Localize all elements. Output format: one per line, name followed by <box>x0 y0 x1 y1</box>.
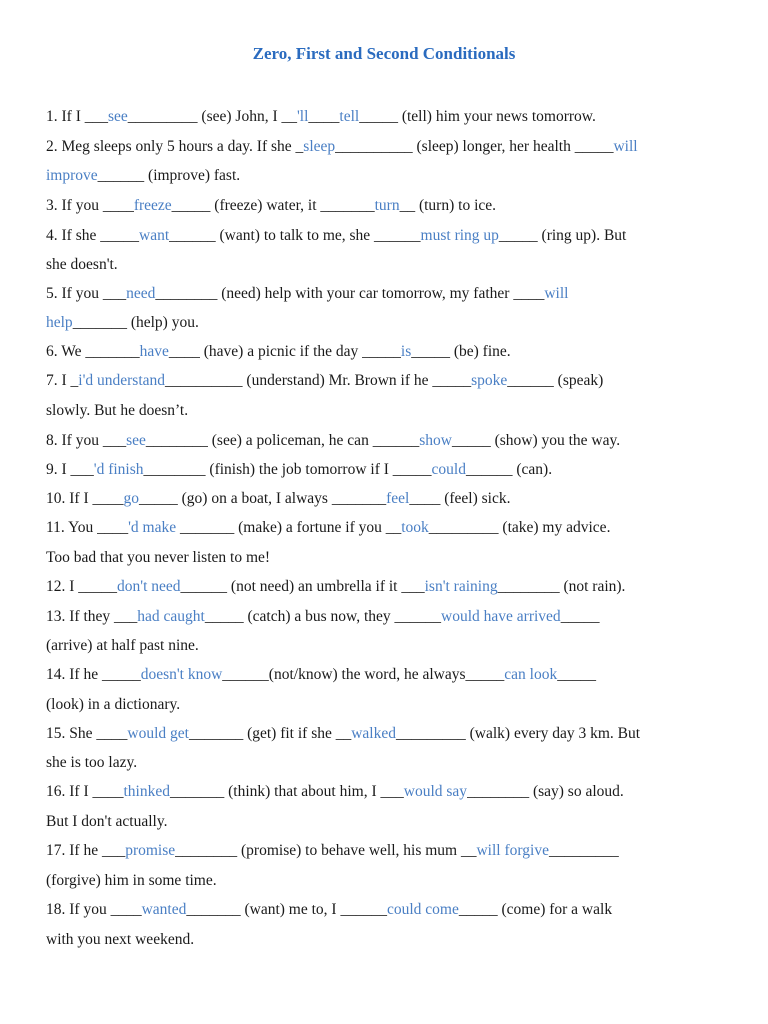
exercise-line <box>46 284 568 304</box>
sentence-text: _____ (be) fine. <box>411 343 511 360</box>
sentence-text: 17. If he ___ <box>46 842 126 859</box>
sentence-text: 16. If I ____ <box>46 783 124 800</box>
sentence-text: ________ (finish) the job tomorrow if I _____ <box>143 461 432 478</box>
sentence-text: _________ (take) my advice. <box>428 519 611 536</box>
sentence-text: _______ (want) me to, I ______ <box>186 901 387 918</box>
answer-text: have <box>139 343 169 360</box>
exercise-line <box>46 489 510 509</box>
answer-text: tell <box>339 108 360 125</box>
sentence-text: _____ <box>560 608 600 625</box>
answer-text: is <box>400 343 412 360</box>
page-title: Zero, First and Second Conditionals <box>252 44 516 63</box>
sentence-text: 1. If I ___ <box>46 108 108 125</box>
answer-text: need <box>126 285 156 302</box>
sentence-text: _____ (ring up). But <box>498 227 627 244</box>
sentence-text: (look) in a dictionary. <box>46 696 181 713</box>
sentence-text: ________ (promise) to behave well, his mum __ <box>175 842 477 859</box>
sentence-text: ____ <box>308 108 340 125</box>
exercise-line <box>46 401 188 421</box>
sentence-text: 5. If you ___ <box>46 285 127 302</box>
answer-text: 'd finish <box>93 461 144 478</box>
sentence-text: _________ <box>548 842 619 859</box>
sentence-text: __ (turn) to ice. <box>399 197 497 214</box>
exercise-line <box>46 782 624 802</box>
answer-text: see <box>108 108 128 125</box>
exercise-line <box>46 577 625 597</box>
sentence-text: ________ (need) help with your car tomorrow, my father ____ <box>155 285 545 302</box>
sentence-text: ________ (say) so aloud. <box>467 783 624 800</box>
sentence-text: ______ (improve) fast. <box>97 167 241 184</box>
sentence-text: __________ (sleep) longer, her health _____ <box>335 138 614 155</box>
sentence-text: 7. I _ <box>46 372 79 389</box>
answer-text: had caught <box>137 608 205 625</box>
answer-text: see <box>126 432 146 449</box>
sentence-text: ______ (speak) <box>507 372 604 389</box>
exercise-line <box>46 226 626 246</box>
answer-text: sleep <box>303 138 336 155</box>
answer-text: could <box>431 461 466 478</box>
sentence-text: with you next weekend. <box>46 931 195 948</box>
sentence-text: _____ (show) you the way. <box>451 432 621 449</box>
answer-text: doesn't know <box>140 666 223 683</box>
exercise-line <box>46 900 612 920</box>
sentence-text: 9. I ___ <box>46 461 94 478</box>
sentence-text: she is too lazy. <box>46 754 138 771</box>
exercise-line <box>46 607 599 627</box>
answer-text: spoke <box>471 372 508 389</box>
exercise-line <box>46 166 240 186</box>
sentence-text: ______ (can). <box>465 461 553 478</box>
sentence-text: ________ (not rain). <box>497 578 626 595</box>
answer-text: took <box>401 519 429 536</box>
sentence-text: Too bad that you never listen to me! <box>46 549 271 566</box>
sentence-text: (arrive) at half past nine. <box>46 637 199 654</box>
answer-text: turn <box>374 197 400 214</box>
answer-text: don't need <box>117 578 181 595</box>
exercise-line <box>46 137 638 157</box>
sentence-text: _____ (freeze) water, it _______ <box>171 197 375 214</box>
sentence-text: 4. If she _____ <box>46 227 139 244</box>
exercise-line <box>46 196 496 216</box>
sentence-text: 13. If they ___ <box>46 608 138 625</box>
exercise-line <box>46 871 217 891</box>
sentence-text: _____ <box>557 666 596 683</box>
answer-text: freeze <box>133 197 172 214</box>
answer-text: would say <box>403 783 468 800</box>
sentence-text: 18. If you ____ <box>46 901 142 918</box>
sentence-text: But I don't actually. <box>46 813 168 830</box>
exercise-line <box>46 371 603 391</box>
exercise-line <box>46 255 118 275</box>
sentence-text: _______ (help) you. <box>72 314 199 331</box>
answer-text: will <box>544 285 569 302</box>
answer-text: wanted <box>141 901 187 918</box>
exercise-line <box>46 313 199 333</box>
sentence-text: 14. If he _____ <box>46 666 141 683</box>
sentence-text: ________ (see) a policeman, he can ______ <box>145 432 420 449</box>
sentence-text: _____ (come) for a walk <box>458 901 613 918</box>
answer-text: could come <box>386 901 459 918</box>
sentence-text: ____ (feel) sick. <box>409 490 511 507</box>
sentence-text: _______ (get) fit if she __ <box>188 725 352 742</box>
sentence-text: _______ (make) a fortune if you __ <box>176 519 402 536</box>
sentence-text: ______(not/know) the word, he always_____ <box>222 666 505 683</box>
answer-text: will forgive <box>476 842 549 859</box>
sentence-text: 8. If you ___ <box>46 432 127 449</box>
sentence-text: 11. You ____ <box>46 519 129 536</box>
sentence-text: 12. I _____ <box>46 578 118 595</box>
sentence-text: ______ (not need) an umbrella if it ___ <box>180 578 425 595</box>
answer-text: i'd understand <box>78 372 166 389</box>
sentence-text: 15. She ____ <box>46 725 128 742</box>
answer-text: promise <box>125 842 176 859</box>
sentence-text: __________ (understand) Mr. Brown if he _____ <box>165 372 472 389</box>
sentence-text: she doesn't. <box>46 256 118 273</box>
answer-text: 'd make <box>128 519 177 536</box>
exercise-line <box>46 518 610 538</box>
exercise-line <box>46 665 596 685</box>
answer-text: walked <box>351 725 396 742</box>
exercise-line <box>46 724 640 744</box>
answer-text: can look <box>504 666 558 683</box>
answer-text: isn't raining <box>424 578 498 595</box>
answer-text: 'll <box>296 108 309 125</box>
sentence-text: 6. We _______ <box>46 343 140 360</box>
sentence-text: _____ (tell) him your news tomorrow. <box>359 108 596 125</box>
sentence-text: _____ (go) on a boat, I always _______ <box>139 490 387 507</box>
exercise-line <box>46 431 620 451</box>
answer-text: must ring up <box>420 227 499 244</box>
sentence-text: 10. If I ____ <box>46 490 124 507</box>
answer-text: thinked <box>123 783 170 800</box>
answer-text: would have arrived <box>441 608 561 625</box>
sentence-text: _________ (walk) every day 3 km. But <box>396 725 641 742</box>
sentence-text: _________ (see) John, I __ <box>127 108 297 125</box>
exercise-line <box>46 636 199 656</box>
sentence-text: 3. If you ____ <box>46 197 134 214</box>
exercise-line <box>46 548 270 568</box>
exercise-line <box>46 812 167 832</box>
sentence-text: _____ (catch) a bus now, they ______ <box>204 608 442 625</box>
answer-text: go <box>123 490 139 507</box>
answer-text: would get <box>127 725 189 742</box>
exercise-line <box>46 841 619 861</box>
exercise-line <box>46 342 511 362</box>
sentence-text: slowly. But he doesn’t. <box>46 402 189 419</box>
answer-text: help <box>46 314 73 331</box>
answer-text: show <box>419 432 452 449</box>
answer-text: want <box>139 227 170 244</box>
answer-text: will <box>613 138 638 155</box>
answer-text: improve <box>46 167 98 184</box>
answer-text: feel <box>386 490 410 507</box>
sentence-text: ____ (have) a picnic if the day _____ <box>168 343 401 360</box>
sentence-text: (forgive) him in some time. <box>46 872 217 889</box>
exercise-line <box>46 695 180 715</box>
exercise-line <box>46 107 596 127</box>
sentence-text: 2. Meg sleeps only 5 hours a day. If she _ <box>46 138 304 155</box>
exercise-line <box>46 930 194 950</box>
sentence-text: ______ (want) to talk to me, she ______ <box>169 227 421 244</box>
sentence-text: _______ (think) that about him, I ___ <box>170 783 404 800</box>
exercise-line <box>46 460 552 480</box>
exercise-line <box>46 753 137 773</box>
